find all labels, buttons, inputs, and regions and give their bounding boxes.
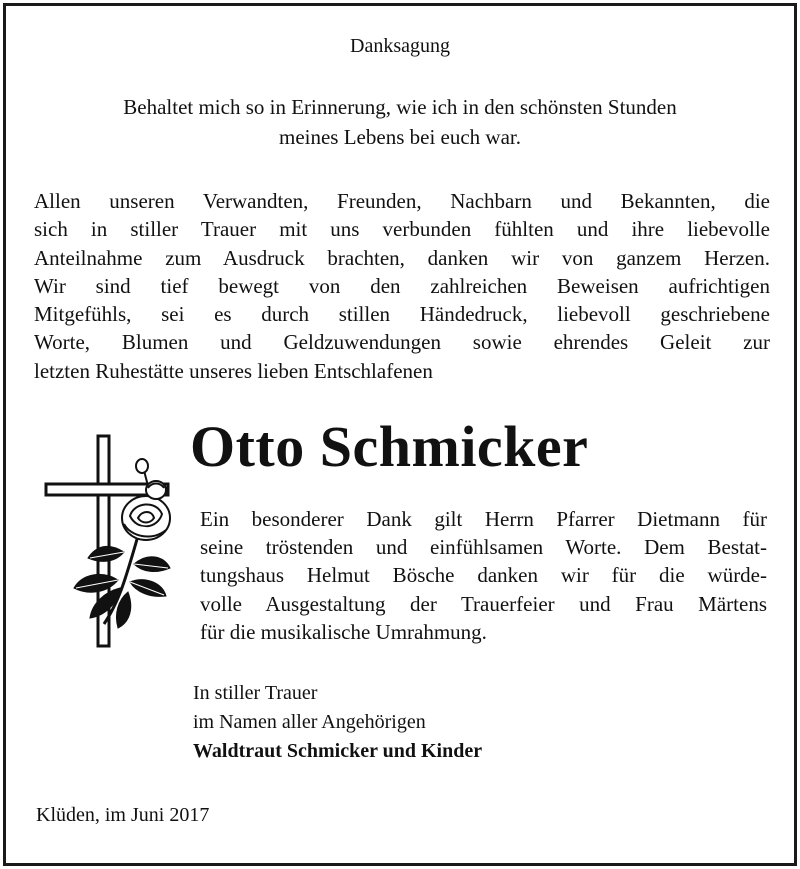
- signoff-line: In stiller Trauer: [193, 682, 318, 704]
- motto-quote: [40, 92, 760, 152]
- intro-line: Allen unseren Verwandten, Freunden, Nachbarn und Bekannten, die: [34, 189, 770, 213]
- place-date: Klüden, im Juni 2017: [36, 804, 210, 826]
- cross-with-rose-icon: [38, 432, 178, 652]
- thanks-line: Ein besonderer Dank gilt Herrn Pfarrer Dietmann für: [200, 507, 767, 531]
- thanks-line: tungshaus Helmut Bösche danken wir für die würde-: [200, 563, 767, 588]
- motto-line: meines Lebens bei euch war.: [279, 125, 521, 149]
- intro-line: sich in stiller Trauer mit uns verbunden fühlten und ihre liebevolle: [34, 217, 770, 242]
- deceased-name: Otto Schmicker: [190, 414, 589, 479]
- intro-line: Worte, Blumen und Geldzuwendungen sowie ehrendes Geleit zur: [34, 330, 770, 355]
- notice-heading: Danksagung: [350, 35, 450, 57]
- intro-line: Wir sind tief bewegt von den zahlreichen Beweisen aufrichtigen: [34, 273, 770, 298]
- signoff-block: [193, 679, 482, 766]
- motto-line: Behaltet mich so in Erinnerung, wie ich in den schönsten Stunden: [123, 95, 677, 119]
- signoff-line: im Namen aller Angehörigen: [193, 711, 426, 733]
- thanks-line: für die musikalische Umrahmung.: [200, 619, 487, 644]
- thanks-paragraph: [200, 505, 767, 646]
- intro-line: Anteilnahme zum Ausdruck brachten, danken wir von ganzem Herzen.: [34, 245, 770, 270]
- intro-line: letzten Ruhestätte unseres lieben Entschlafenen: [34, 358, 433, 383]
- signer-name: Waldtraut Schmicker und Kinder: [193, 740, 483, 762]
- intro-line: Mitgefühls, sei es durch stillen Händedruck, liebevoll geschriebene: [34, 302, 770, 327]
- thanks-line: seine tröstenden und einfühlsamen Worte. Dem Bestat-: [200, 535, 767, 560]
- thanks-line: volle Ausgestaltung der Trauerfeier und Frau Märtens: [200, 591, 767, 616]
- intro-paragraph: [34, 187, 770, 385]
